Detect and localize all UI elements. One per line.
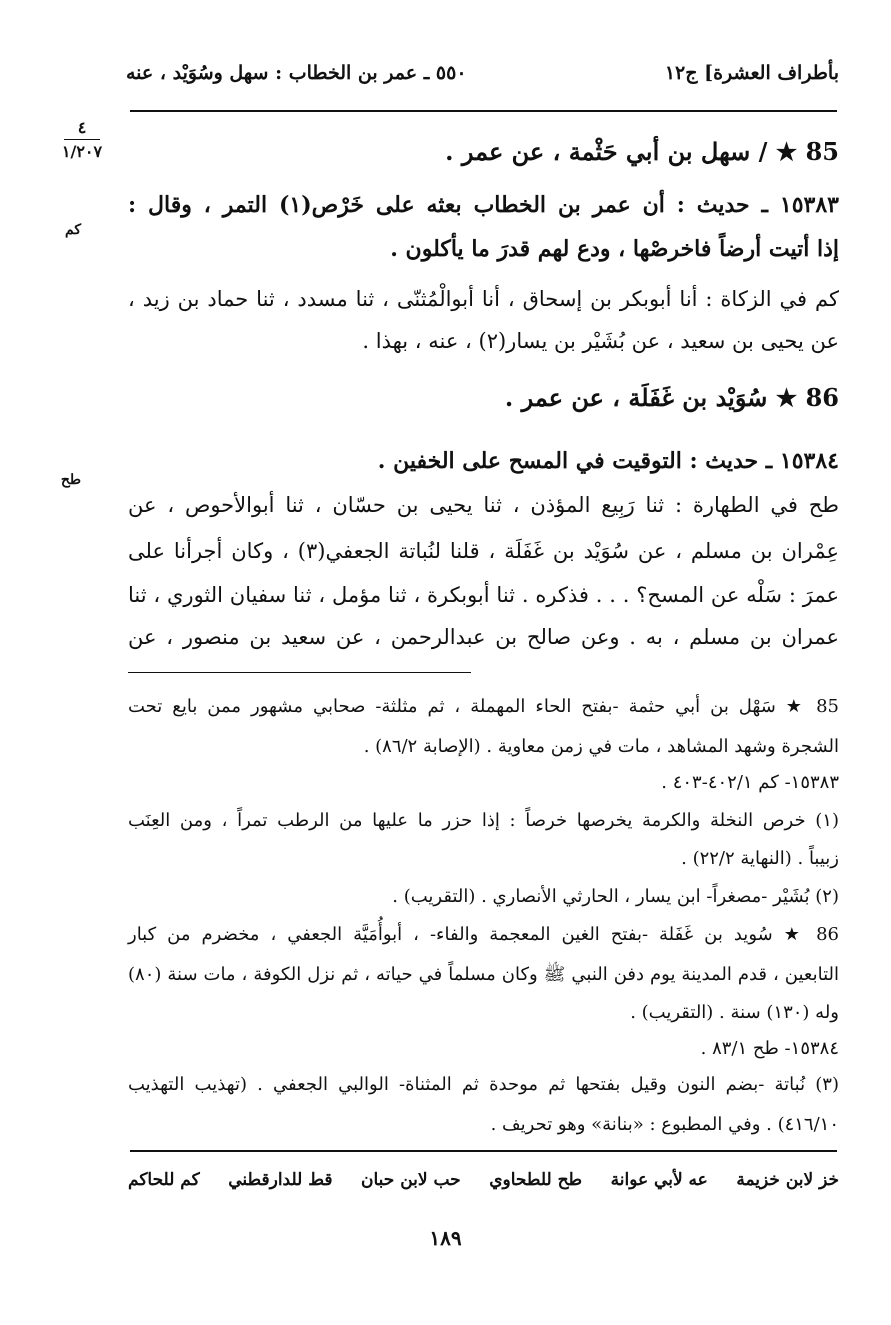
footnote-1-line-2: زبيباً . (النهاية ٢٢/٢) .: [681, 848, 839, 869]
hadith-15383-siglum: كم: [65, 222, 81, 238]
isnad-15384-line-4: عمران بن مسلم ، به . وعن صالح بن عبدالرحمن ، عن سعيد بن منصور ، عن: [128, 625, 839, 649]
footnote-15384-source: ١٥٣٨٤- طح ٨٣/١ .: [700, 1038, 839, 1059]
isnad-15384-line-3: عمرَ : سَلْه عن المسح؟ . . . فذكره . ثنا أبوبكرة ، ثنا مؤمل ، ثنا سفيان الثوري ، ثنا: [128, 583, 839, 607]
isnad-15383-line-1: كم في الزكاة : أنا أبوبكر بن إسحاق ، أنا أبوالْمُثنّى ، ثنا مسدد ، ثنا حماد بن زيد ،: [128, 287, 839, 311]
footnote-rule: [128, 672, 471, 673]
margin-ref-divider: [64, 139, 100, 140]
footnote-86-line-3: وله (١٣٠) سنة . (التقريب) .: [630, 1002, 839, 1023]
running-head-section: ٥٥٠ ـ عمر بن الخطاب : سهل وسُوَيْد ، عنه: [126, 62, 467, 84]
footnote-86-line-1: 86 ★ سُويد بن غَفَلة -بفتح الغين المعجمة والفاء- ، أبوأُمَيَّة الجعفي ، مخضرم من كبار: [128, 924, 839, 945]
running-head-volume: بأطراف العشرة] ج١٢: [664, 62, 839, 84]
hadith-15383-line-1: ١٥٣٨٣ ـ حديث : أن عمر بن الخطاب بعثه على خَرْص(١) التمر ، وقال :: [128, 192, 839, 218]
page-number: ١٨٩: [429, 1226, 462, 1250]
footnote-2: (٢) بُشَيْر -مصغراً- ابن يسار ، الحارثي الأنصاري . (التقريب) .: [392, 886, 839, 907]
narrator-heading-85: 85 ★ / سهل بن أبي حَثْمة ، عن عمر .: [445, 137, 839, 166]
footnote-85-line-2: الشجرة وشهد المشاهد ، مات في زمن معاوية . (الإصابة ٨٦/٢) .: [363, 736, 839, 757]
isnad-15384-line-2: عِمْران بن مسلم ، عن سُوَيْد بن غَفَلَة ، قلنا لنُباتة الجعفي(٣) ، وكان أجرأنا على: [128, 539, 839, 563]
isnad-15384-line-1: طح في الطهارة : ثنا رَبِيع المؤذن ، ثنا يحيى بن حسّان ، ثنا أبوالأحوص ، عن: [128, 493, 839, 517]
isnad-15383-line-2: عن يحيى بن سعيد ، عن بُشَيْر بن يسار(٢) ، عنه ، بهذا .: [362, 329, 839, 353]
sigla-legend: [128, 1170, 839, 1190]
footnote-1-line-1: (١) خرص النخلة والكرمة يخرصها خرصاً : إذا حزر ما عليها من الرطب تمراً ، ومن العِنَب: [128, 810, 839, 831]
margin-ref-bottom: ١/٢٠٧: [61, 142, 103, 161]
running-head: [126, 62, 839, 96]
legend-ah: عه لأبي عوانة: [610, 1170, 708, 1190]
footnote-3-line-1: (٣) نُباتة -بضم النون وقيل بفتحها ثم موحدة ثم المثناة- الوالبي الجعفي . (تهذيب التهذيب: [128, 1074, 839, 1095]
footnote-86-line-2: التابعين ، قدم المدينة يوم دفن النبي ﷺ وكان مسلماً في حياته ، ثم نزل الكوفة ، مات سنة (٨٠): [128, 964, 839, 985]
hadith-15384-siglum: طح: [60, 472, 81, 488]
legend-rule: [130, 1150, 837, 1152]
legend-km: كم للحاكم: [128, 1170, 200, 1190]
margin-reference: [60, 118, 104, 161]
footnote-3-line-2: ٤١٦/١٠) . وفي المطبوع : «بنانة» وهو تحريف .: [490, 1114, 839, 1135]
hadith-15384-line-1: ١٥٣٨٤ ـ حديث : التوقيت في المسح على الخفين .: [377, 448, 839, 474]
legend-hb: حب لابن حبان: [360, 1170, 461, 1190]
legend-th: طح للطحاوي: [489, 1170, 583, 1190]
hadith-15383-line-2: إذا أتيت أرضاً فاخرصْها ، ودع لهم قدرَ ما يأكلون .: [390, 236, 839, 262]
footnote-85-line-1: 85 ★ سَهْل بن أبي حثمة -بفتح الحاء المهملة ، ثم مثلثة- صحابي مشهور ممن بايع تحت: [128, 696, 839, 717]
margin-ref-top: ٤: [77, 118, 87, 137]
footnote-15383-source: ١٥٣٨٣- كم ٤٠٢/١-٤٠٣ .: [661, 772, 839, 793]
legend-qt: قط للدارقطني: [228, 1170, 333, 1190]
header-rule: [130, 110, 837, 112]
narrator-heading-86: 86 ★ سُوَيْد بن غَفَلَة ، عن عمر .: [504, 383, 839, 412]
legend-khz: خز لابن خزيمة: [736, 1170, 839, 1190]
